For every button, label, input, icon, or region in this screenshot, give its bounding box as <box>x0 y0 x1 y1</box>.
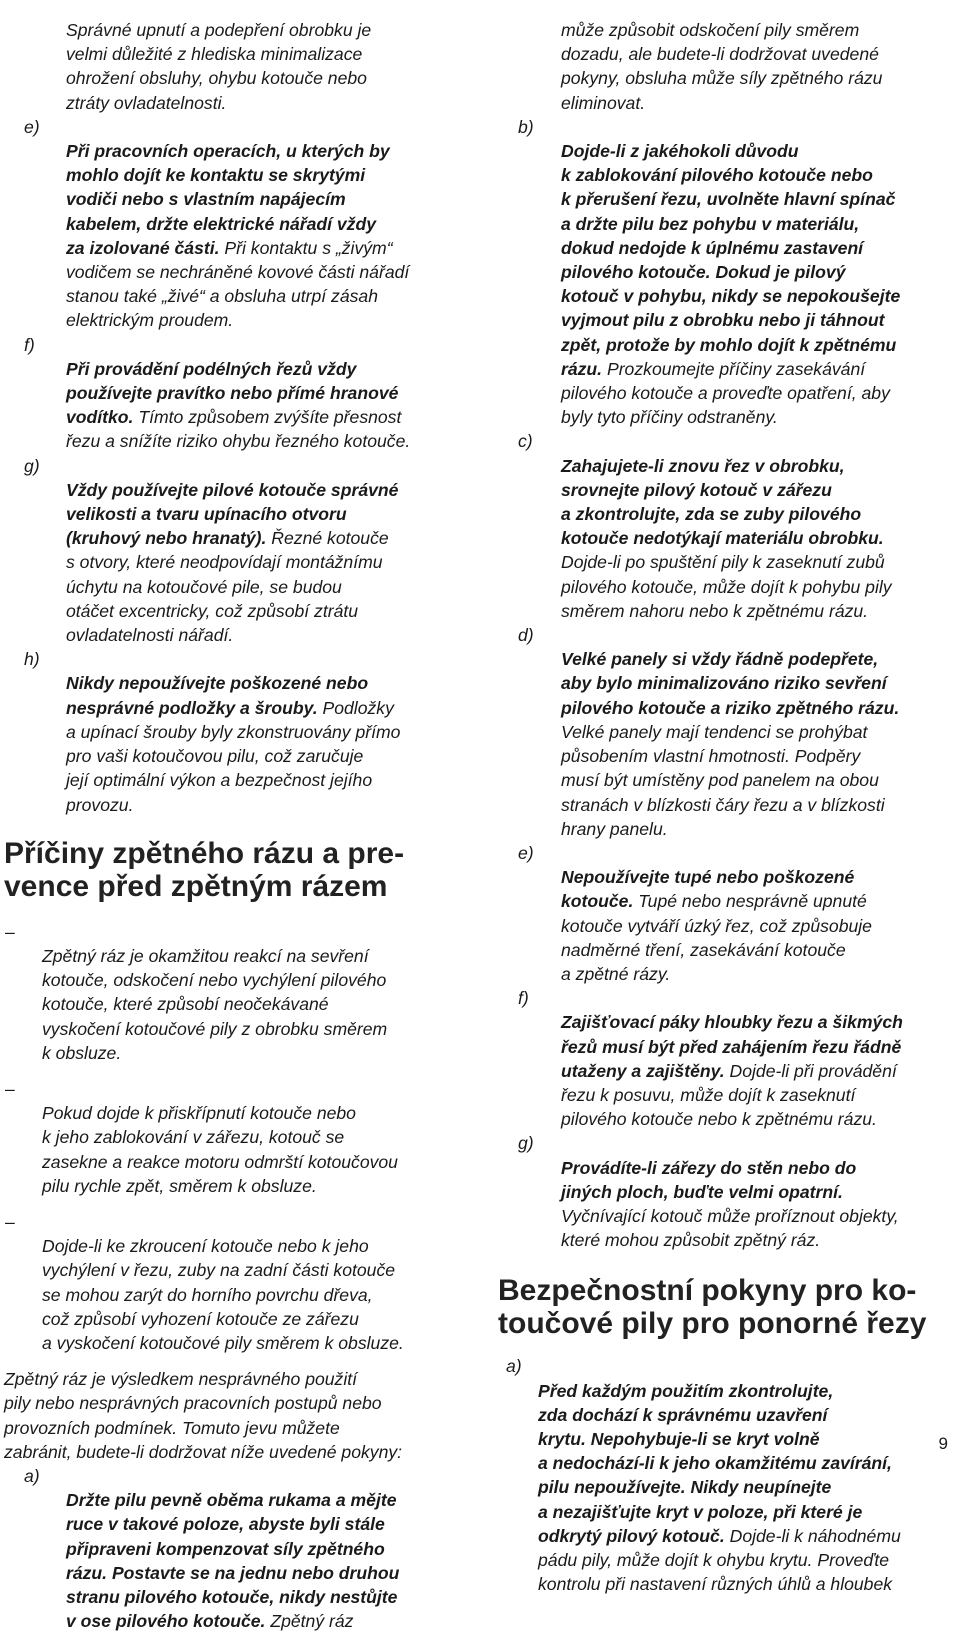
dash-mark: – <box>5 921 15 942</box>
item-label: h) <box>24 649 40 670</box>
item-label: a) <box>506 1356 522 1377</box>
summary-paragraph: Zpětný ráz je výsledkem nesprávného použití pily nebo nesprávných pracovních postupů nebo provozních podmínek. Tomuto jevu můžete zabránit, budete-li dodržovat níže uvedené pokyny: <box>4 1369 403 1462</box>
item-bold-text: Držte pilu pevně oběma rukama a mějte ruce v takové poloze, abyste byli stále připraveni kompenzovat síly zpětného rázu. Postavte se na jednu nebo druhou stranu pilového kotouče, nikdy nestůjte v ose pilového kotouče. <box>66 1490 400 1632</box>
item-text: Dojde-li k náhodnému pádu pily, může dojít k ohybu krytu. Proveďte kontrolu při nastavení různých úhlů a hloubek <box>538 1525 901 1595</box>
right-column <box>498 18 956 1596</box>
item-text: Velké panely mají tendenci se prohýbat působením vlastní hmotnosti. Podpěry musí být umístěny pod panelem na obou stranách v blízkosti čáry řezu a v blízkosti hrany panelu. <box>561 721 885 839</box>
item-bold-text: Provádíte-li zářezy do stěn nebo do jiných ploch, buďte velmi opatrní. <box>561 1157 857 1202</box>
item-bold-text: Zahajujete-li znovu řez v obrobku, srovnejte pilový kotouč v zářezu a zkontrolujte, zda se zuby pilového kotouče nedotýkají materiálu obrobku. <box>561 455 884 549</box>
list-item-a <box>0 1464 470 1633</box>
list-item-e <box>498 841 956 986</box>
section-heading-kickback: Příčiny zpětného rázu a pre- vence před zpětným rázem <box>4 836 405 903</box>
item-text: Dojde-li při provádění řezu k posuvu, může dojít k zaseknutí pilového kotouče nebo k zpětnému rázu. <box>561 1060 897 1130</box>
list-item-d <box>498 623 956 841</box>
list-item-h <box>0 647 470 816</box>
item-bold-text: Nepoužívejte tupé nebo poškozené kotouče. <box>561 867 855 912</box>
dash-item <box>0 1210 470 1355</box>
item-label: b) <box>518 116 534 137</box>
list-item-f <box>498 986 956 1131</box>
item-label: a) <box>24 1465 40 1486</box>
item-bold-text: Při provádění podélných řezů vždy používejte pravítko nebo přímé hranové vodítko. <box>66 358 399 428</box>
list-item-a <box>498 1354 956 1596</box>
item-label: g) <box>518 1133 534 1154</box>
dash-item <box>0 920 470 1065</box>
continued-paragraph: může způsobit odskočení pily směrem dozadu, ale budete-li dodržovat uvedené pokyny, obsluha může síly zpětného rázu eliminovat. <box>561 20 883 113</box>
item-label: d) <box>518 625 534 646</box>
dash-text: Pokud dojde k přiskřípnutí kotouče nebo k jeho zablokování v zářezu, kotouč se zasekne a reakce motoru odmrští kotoučovou pilu rychle zpět, směrem k obsluze. <box>42 1103 398 1196</box>
item-bold-text: Vždy používejte pilové kotouče správné velikosti a tvaru upínacího otvoru (kruhový nebo hranatý). <box>66 479 399 549</box>
item-text: Vyčnívající kotouč může proříznout objekty, které mohou způsobit zpětný ráz. <box>561 1205 899 1251</box>
dash-text: Dojde-li ke zkroucení kotouče nebo k jeho vychýlení v řezu, zuby na zadní části kotouče se mohou zarýt do horního povrchu dřeva, což způsobí vyhození kotouče ze zářezu a vyskočení kotoučové pily směrem k obsluze. <box>42 1236 404 1353</box>
item-bold-text: Velké panely si vždy řádně podepřete, aby bylo minimalizováno riziko sevření pilového kotouče a riziko zpětného rázu. <box>561 649 900 718</box>
left-column <box>0 18 470 1633</box>
item-bold-text: Zajišťovací páky hloubky řezu a šikmých řezů musí být před zahájením řezu řádně utaženy a zajištěny. <box>561 1012 903 1081</box>
list-item-f <box>0 333 470 454</box>
item-text: Tímto způsobem zvýšíte přesnost řezu a snížíte riziko ohybu řezného kotouče. <box>66 407 411 452</box>
list-item-e <box>0 115 470 333</box>
item-text: Zpětný ráz <box>265 1611 354 1632</box>
dash-mark: – <box>5 1078 15 1099</box>
item-bold-text: Nikdy nepoužívejte poškozené nebo nesprávné podložky a šrouby. <box>66 673 369 718</box>
list-item-c <box>498 429 956 623</box>
item-text: Dojde-li po spuštění pily k zaseknutí zubů pilového kotouče, může dojít k pohybu pily směrem nahoru nebo k zpětnému rázu. <box>561 552 892 621</box>
item-bold-text: Před každým použitím zkontrolujte, zda dochází k správnému uzavření krytu. Nepohybuje-li se kryt volně a nedochází-li k jeho okamžitému zavírání, pilu nepoužívejte. Nikdy neupínejte a nezajišťujte kryt v poloze, při které je odkrytý pilový kotouč. <box>538 1380 892 1546</box>
dash-item <box>0 1077 470 1198</box>
item-label: f) <box>518 988 529 1009</box>
item-text: Tupé nebo nesprávně upnuté kotouče vytváří úzký řez, což způsobuje nadměrné tření, zasekávání kotouče a zpětné rázy. <box>561 891 872 984</box>
item-label: c) <box>518 431 533 452</box>
item-text: Prozkoumejte příčiny zasekávání pilového kotouče a proveďte opatření, aby byly tyto příčiny odstraněny. <box>561 358 890 428</box>
dash-text: Zpětný ráz je okamžitou reakcí na sevření kotouče, odskočení nebo vychýlení pilového kotouče, které způsobí neočekávané vyskočení kotoučové pily z obrobku směrem k obsluze. <box>42 945 388 1063</box>
item-text: Při kontaktu s „živým“ vodičem se nechráněné kovové části nářadí stanou také „živé“ a obsluha utrpí zásah elektrickým proudem. <box>66 237 410 331</box>
item-text: Řezné kotouče s otvory, které neodpovídají montážnímu úchytu na kotoučové pile, se budou otáčet excentricky, což způsobí ztrátu ovladatelnosti nářadí. <box>66 528 389 646</box>
item-label: f) <box>24 334 35 355</box>
section-heading-plunge-saw: Bezpečnostní pokyny pro ko- toučové pily pro ponorné řezy <box>498 1274 927 1341</box>
list-item-b <box>498 115 956 430</box>
intro-paragraph: Správné upnutí a podepření obrobku je velmi důležité z hlediska minimalizace ohrožení obsluhy, ohybu kotouče nebo ztráty ovladatelnosti. <box>66 20 372 113</box>
list-item-g <box>498 1131 956 1252</box>
item-label: e) <box>518 842 534 863</box>
page-number: 9 <box>938 1434 948 1453</box>
list-item-g <box>0 454 470 648</box>
item-bold-text: Při pracovních operacích, u kterých by mohlo dojít ke kontaktu se skrytými vodiči nebo s vlastním napájecím kabelem, držte elektrické nářadí vždy za izolované části. <box>66 141 390 258</box>
item-bold-text: Dojde-li z jakéhokoli důvodu k zablokování pilového kotouče nebo k přerušení řezu, uvolněte hlavní spínač a držte pilu bez pohybu v materiálu, dokud nedojde k úplnému zastavení pilového kotouče. Dokud je pilový kotouč v pohybu, nikdy se nepokoušejte vyjmout pilu z obrobku nebo ji táhnout zpět, protože by mohlo dojít k zpětnému rázu. <box>561 141 901 379</box>
dash-mark: – <box>5 1211 15 1232</box>
item-label: g) <box>24 455 40 476</box>
item-text: Podložky a upínací šrouby byly zkonstruovány přímo pro vaši kotoučovou pilu, což zaručuje její optimální výkon a bezpečnost jejího provozu. <box>66 697 401 815</box>
item-label: e) <box>24 116 40 137</box>
